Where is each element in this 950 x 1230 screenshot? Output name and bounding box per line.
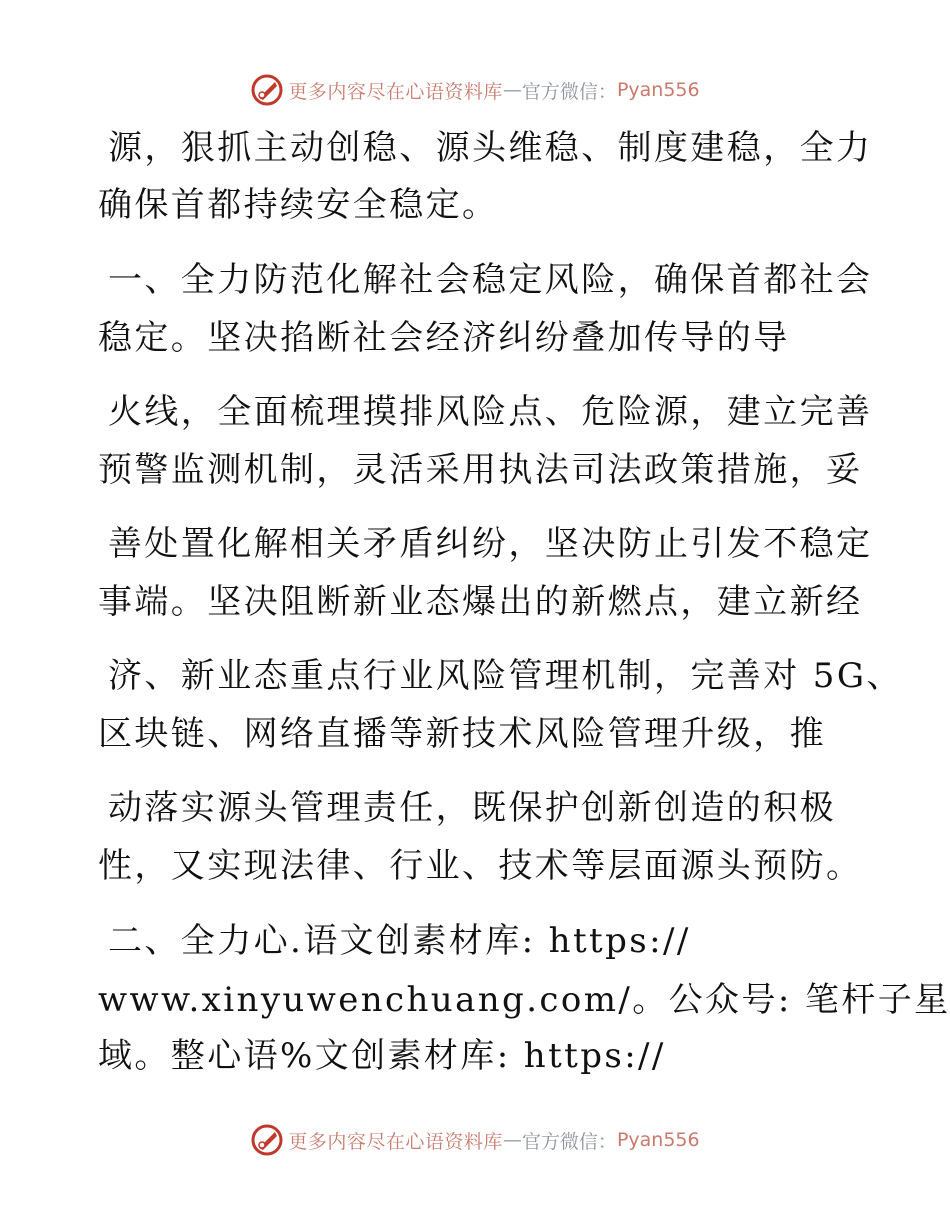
- watermark-wechat-id: Pyan556: [616, 79, 700, 101]
- text-line: 性，又实现法律、行业、技术等层面源头预防。: [98, 846, 863, 886]
- text-line: 火线，全面梳理摸排风险点、危险源，建立完善: [108, 392, 873, 432]
- text-line: 源，狠抓主动创稳、源头维稳、制度建稳，全力: [108, 128, 873, 168]
- watermark-text: 更多内容尽在心语资料库: [288, 1130, 503, 1153]
- text-line: 确保首都持续安全稳定。: [98, 185, 499, 225]
- text-line: 域。整心语%文创素材库: https://: [98, 1036, 666, 1076]
- text-line: www.xinyuwenchuang.com/。公众号: 笔杆子星: [98, 980, 950, 1020]
- watermark-wechat-label: 官方微信：: [521, 80, 617, 103]
- text-line: 区块链、网络直播等新技术风险管理升级，推: [98, 714, 826, 754]
- quill-seal-icon: [250, 73, 284, 107]
- text-line: 预警监测机制，灵活采用执法司法政策措施，妥: [98, 450, 863, 490]
- watermark-separator: —: [502, 1129, 522, 1151]
- text-line: 善处置化解相关矛盾纠纷，坚决防止引发不稳定: [108, 524, 873, 564]
- watermark-text: 更多内容尽在心语资料库: [288, 80, 503, 103]
- watermark-wechat-label: 官方微信：: [521, 1130, 617, 1153]
- watermark-separator: —: [502, 79, 522, 101]
- footer-watermark: [0, 1120, 950, 1160]
- text-line: 济、新业态重点行业风险管理机制，完善对 5G、: [108, 656, 903, 696]
- text-line: 稳定。坚决掐断社会经济纠纷叠加传导的导: [98, 318, 790, 358]
- header-watermark: [0, 70, 950, 110]
- quill-seal-icon: [250, 1123, 284, 1157]
- text-line: 一、全力防范化解社会稳定风险，确保首都社会: [108, 260, 873, 300]
- text-line: 二、全力心.语文创素材库: https://: [108, 921, 691, 961]
- text-line: 事端。坚决阻断新业态爆出的新燃点，建立新经: [98, 582, 863, 622]
- text-line: 动落实源头管理责任，既保护创新创造的积极: [108, 788, 836, 828]
- watermark-wechat-id: Pyan556: [616, 1129, 700, 1151]
